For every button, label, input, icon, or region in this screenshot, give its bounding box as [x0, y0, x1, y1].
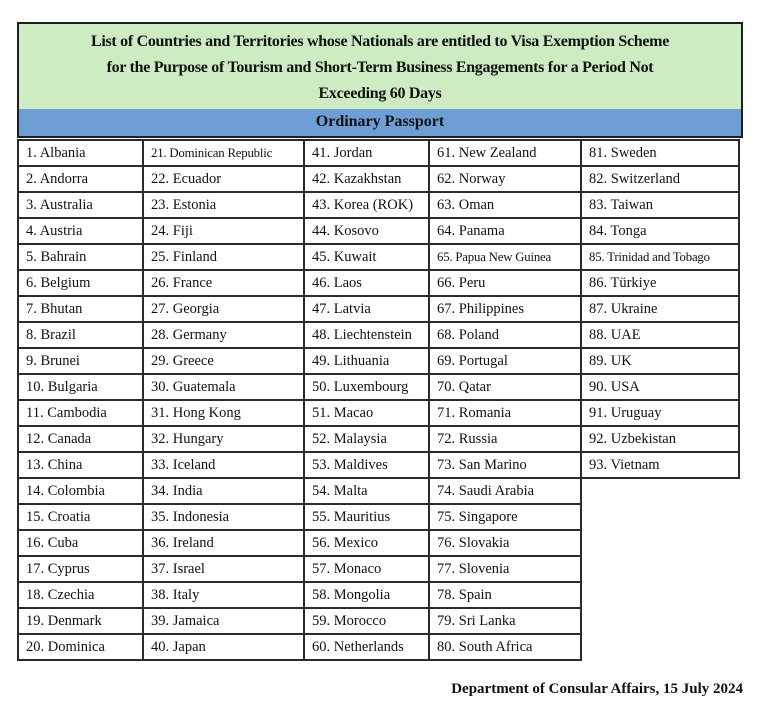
table-row: [18, 348, 739, 374]
country-cell: 71. Romania: [429, 400, 581, 426]
table-row: [18, 270, 739, 296]
empty-cell: [581, 608, 739, 634]
country-cell: 82. Switzerland: [581, 166, 739, 192]
country-cell: 33. Iceland: [143, 452, 304, 478]
country-cell: 27. Georgia: [143, 296, 304, 322]
country-cell: 12. Canada: [18, 426, 143, 452]
country-cell: 19. Denmark: [18, 608, 143, 634]
country-cell: 13. China: [18, 452, 143, 478]
table-row: [18, 374, 739, 400]
country-cell: 30. Guatemala: [143, 374, 304, 400]
table-row: [18, 140, 739, 166]
passport-type-header: [17, 109, 743, 138]
country-cell: 22. Ecuador: [143, 166, 304, 192]
country-cell: 24. Fiji: [143, 218, 304, 244]
country-cell: 67. Philippines: [429, 296, 581, 322]
country-cell: 79. Sri Lanka: [429, 608, 581, 634]
country-cell: 37. Israel: [143, 556, 304, 582]
country-cell: 85. Trinidad and Tobago: [581, 244, 739, 270]
country-cell: 62. Norway: [429, 166, 581, 192]
country-cell: 11. Cambodia: [18, 400, 143, 426]
country-cell: 29. Greece: [143, 348, 304, 374]
country-cell: 63. Oman: [429, 192, 581, 218]
country-cell: 17. Cyprus: [18, 556, 143, 582]
country-cell: 58. Mongolia: [304, 582, 429, 608]
passport-type-label: Ordinary Passport: [315, 113, 445, 130]
country-cell: 50. Luxembourg: [304, 374, 429, 400]
country-cell: 84. Tonga: [581, 218, 739, 244]
country-cell: 42. Kazakhstan: [304, 166, 429, 192]
country-cell: 69. Portugal: [429, 348, 581, 374]
country-cell: 21. Dominican Republic: [143, 140, 304, 166]
table-row: [18, 530, 739, 556]
country-cell: 36. Ireland: [143, 530, 304, 556]
country-cell: 80. South Africa: [429, 634, 581, 660]
table-row: [18, 322, 739, 348]
country-cell: 1. Albania: [18, 140, 143, 166]
country-cell: 8. Brazil: [18, 322, 143, 348]
country-cell: 90. USA: [581, 374, 739, 400]
country-cell: 15. Croatia: [18, 504, 143, 530]
country-cell: 35. Indonesia: [143, 504, 304, 530]
country-cell: 89. UK: [581, 348, 739, 374]
country-cell: 38. Italy: [143, 582, 304, 608]
table-row: [18, 452, 739, 478]
title-line: List of Countries and Territories whose Nationals are entitled to Visa Exemption Scheme: [90, 33, 670, 50]
country-cell: 26. France: [143, 270, 304, 296]
country-cell: 20. Dominica: [18, 634, 143, 660]
country-cell: 34. India: [143, 478, 304, 504]
country-cell: 65. Papua New Guinea: [429, 244, 581, 270]
country-cell: 59. Morocco: [304, 608, 429, 634]
country-cell: 10. Bulgaria: [18, 374, 143, 400]
country-cell: 54. Malta: [304, 478, 429, 504]
empty-cell: [581, 556, 739, 582]
country-cell: 48. Liechtenstein: [304, 322, 429, 348]
countries-table-body: [18, 140, 739, 660]
country-cell: 57. Monaco: [304, 556, 429, 582]
country-cell: 92. Uzbekistan: [581, 426, 739, 452]
table-row: [18, 192, 739, 218]
country-cell: 77. Slovenia: [429, 556, 581, 582]
empty-cell: [581, 530, 739, 556]
country-cell: 46. Laos: [304, 270, 429, 296]
country-cell: 60. Netherlands: [304, 634, 429, 660]
country-cell: 16. Cuba: [18, 530, 143, 556]
title-banner: [17, 22, 743, 113]
country-cell: 47. Latvia: [304, 296, 429, 322]
country-cell: 55. Mauritius: [304, 504, 429, 530]
country-cell: 41. Jordan: [304, 140, 429, 166]
table-row: [18, 218, 739, 244]
country-cell: 93. Vietnam: [581, 452, 739, 478]
country-cell: 23. Estonia: [143, 192, 304, 218]
empty-cell: [581, 634, 739, 660]
country-cell: 40. Japan: [143, 634, 304, 660]
country-cell: 83. Taiwan: [581, 192, 739, 218]
country-cell: 61. New Zealand: [429, 140, 581, 166]
country-cell: 6. Belgium: [18, 270, 143, 296]
country-cell: 72. Russia: [429, 426, 581, 452]
table-row: [18, 166, 739, 192]
country-cell: 64. Panama: [429, 218, 581, 244]
country-cell: 45. Kuwait: [304, 244, 429, 270]
table-row: [18, 244, 739, 270]
country-cell: 53. Maldives: [304, 452, 429, 478]
country-cell: 31. Hong Kong: [143, 400, 304, 426]
country-cell: 70. Qatar: [429, 374, 581, 400]
country-cell: 68. Poland: [429, 322, 581, 348]
country-cell: 14. Colombia: [18, 478, 143, 504]
table-row: [18, 296, 739, 322]
empty-cell: [581, 582, 739, 608]
table-row: [18, 608, 739, 634]
country-cell: 7. Bhutan: [18, 296, 143, 322]
table-row: [18, 582, 739, 608]
country-cell: 78. Spain: [429, 582, 581, 608]
country-cell: 74. Saudi Arabia: [429, 478, 581, 504]
country-cell: 88. UAE: [581, 322, 739, 348]
empty-cell: [581, 478, 739, 504]
country-cell: 3. Australia: [18, 192, 143, 218]
country-cell: 44. Kosovo: [304, 218, 429, 244]
country-cell: 32. Hungary: [143, 426, 304, 452]
country-cell: 5. Bahrain: [18, 244, 143, 270]
country-cell: 9. Brunei: [18, 348, 143, 374]
country-cell: 52. Malaysia: [304, 426, 429, 452]
table-row: [18, 400, 739, 426]
country-cell: 43. Korea (ROK): [304, 192, 429, 218]
country-cell: 66. Peru: [429, 270, 581, 296]
table-row: [18, 504, 739, 530]
title-line: Exceeding 60 Days: [318, 85, 442, 102]
country-cell: 91. Uruguay: [581, 400, 739, 426]
country-cell: 49. Lithuania: [304, 348, 429, 374]
country-cell: 75. Singapore: [429, 504, 581, 530]
countries-table: [17, 139, 740, 661]
country-cell: 51. Macao: [304, 400, 429, 426]
country-cell: 18. Czechia: [18, 582, 143, 608]
title-line: for the Purpose of Tourism and Short-Term Business Engagements for a Period Not: [106, 59, 654, 76]
footer-attribution: Department of Consular Affairs, 15 July 2024: [451, 681, 743, 697]
country-cell: 39. Jamaica: [143, 608, 304, 634]
country-cell: 56. Mexico: [304, 530, 429, 556]
country-cell: 87. Ukraine: [581, 296, 739, 322]
country-cell: 86. Türkiye: [581, 270, 739, 296]
table-row: [18, 478, 739, 504]
country-cell: 4. Austria: [18, 218, 143, 244]
table-row: [18, 426, 739, 452]
country-cell: 2. Andorra: [18, 166, 143, 192]
table-row: [18, 556, 739, 582]
empty-cell: [581, 504, 739, 530]
country-cell: 73. San Marino: [429, 452, 581, 478]
country-cell: 25. Finland: [143, 244, 304, 270]
country-cell: 28. Germany: [143, 322, 304, 348]
country-cell: 81. Sweden: [581, 140, 739, 166]
table-row: [18, 634, 739, 660]
country-cell: 76. Slovakia: [429, 530, 581, 556]
